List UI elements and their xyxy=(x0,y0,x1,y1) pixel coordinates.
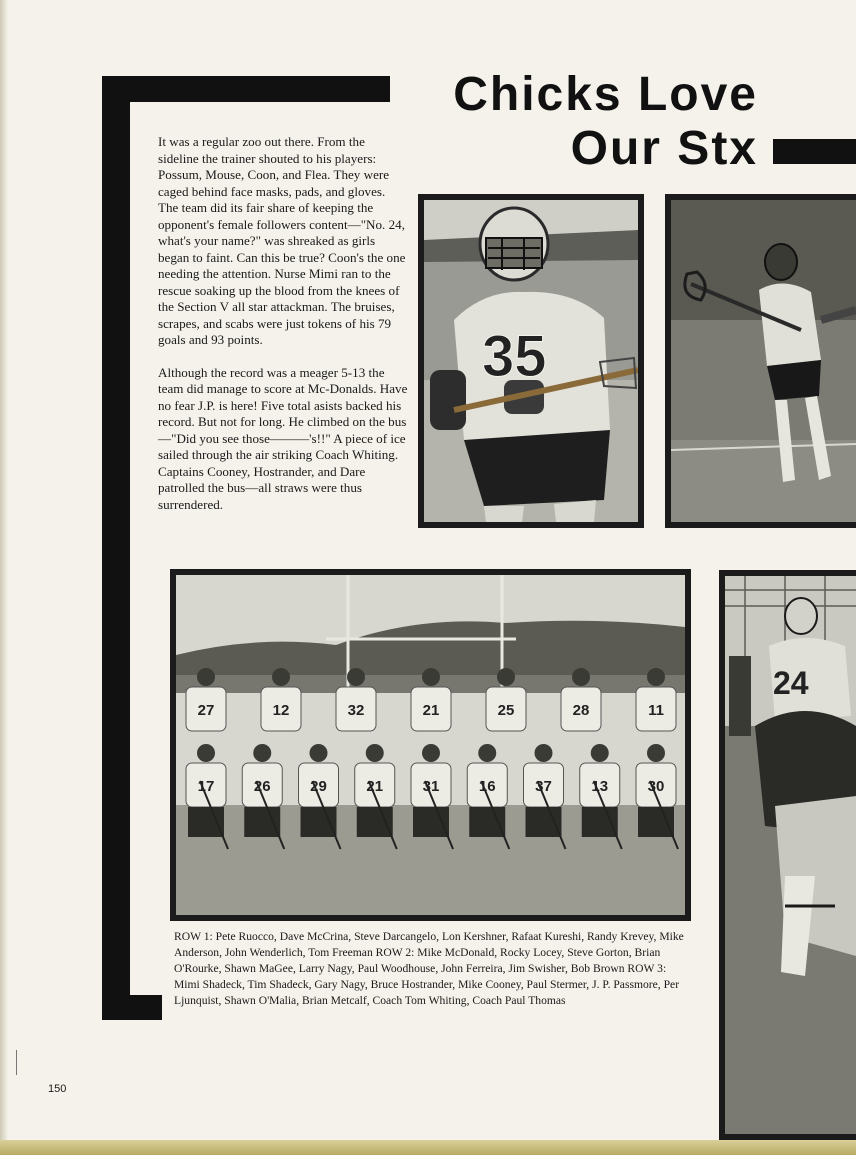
title-underline-bar xyxy=(773,139,856,164)
team-jersey-number: 12 xyxy=(272,702,290,719)
page-headline xyxy=(453,68,758,176)
team-jersey-number: 26 xyxy=(253,778,271,795)
team-jersey-number: 21 xyxy=(422,702,440,719)
player-35-photo xyxy=(418,194,644,528)
team-jersey-number: 29 xyxy=(310,778,327,795)
story-paragraph-1: It was a regular zoo out there. From the sideline the trainer shouted to his players: Possum, Mouse, Coon, and Flea. They were caged behind face masks, pads, and gloves. The team did its fair share of keeping the opponent's female followers content—"No. 24, what's your name?" was shreaked as girls began to faint. Can this be true? Coon's the one needing the attention. Nurse Mimi ran to the rescue soaking up the blood from the knees of the Section V all star attackman. The bruises, scrapes, and scabs were just tokens of his 79 goals and 93 points. xyxy=(158,134,406,347)
team-jersey-number: 32 xyxy=(347,702,365,719)
page-number: 150 xyxy=(48,1083,67,1095)
running-player-photo xyxy=(665,194,856,528)
story-paragraph-2: Although the record was a meager 5-13 the team did manage to score at Mc-Donalds. Have no fear J.P. is here! Five total asists backed his record. But not for long. He climbed on the bus—"Did you see those———'s!!" A piece of ice sailed through the air striking Coach Whiting. Captains Cooney, Hostrander, and Dare patrolled the bus—all straws were thus surrendered. xyxy=(158,364,408,512)
player-24-photo xyxy=(719,570,856,1140)
team-photo xyxy=(170,569,691,921)
jersey-number-35: 35 xyxy=(482,324,547,389)
frame-bar-bottom xyxy=(102,995,162,1020)
team-jersey-number: 16 xyxy=(478,778,496,795)
frame-bar-left xyxy=(102,76,130,1020)
team-jersey-number: 25 xyxy=(497,702,515,719)
team-jersey-number: 37 xyxy=(535,778,552,795)
team-photo-canvas xyxy=(176,575,685,915)
team-jersey-number: 28 xyxy=(572,702,590,719)
binding-edge xyxy=(0,0,8,1155)
team-jersey-number: 11 xyxy=(648,702,664,719)
page-bottom-edge xyxy=(0,1140,856,1155)
headline-line-1: Chicks Love xyxy=(453,68,758,121)
team-jersey-number: 17 xyxy=(197,778,215,795)
headline-line-2: Our Stx xyxy=(570,122,758,175)
team-jersey-number: 13 xyxy=(591,778,609,795)
team-jersey-number: 31 xyxy=(422,778,440,795)
jersey-number-24: 24 xyxy=(773,665,809,701)
team-jersey-number: 30 xyxy=(647,778,665,795)
margin-mark xyxy=(16,1050,17,1075)
team-photo-caption: ROW 1: Pete Ruocco, Dave McCrina, Steve Darcangelo, Lon Kershner, Rafaat Kureshi, Randy Krevey, Mike Anderson, John Wenderlich, Tom Freeman ROW 2: Mike McDonald, Rocky Locey, Steve Gorton, Brian O'Rourke, Shawn MaGee, Larry Nagy, Paul Woodhouse, John Ferreira, Jim Swisher, Bob Brown ROW 3: Mimi Shadeck, Tim Shadeck, Gary Nagy, Bruce Hostrander, Mike Cooney, Paul Stermer, J. P. Passmore, Per Ljunquist, Shawn O'Malia, Brian Metcalf, Coach Tom Whiting, Coach Paul Thomas xyxy=(174,930,684,1007)
team-jersey-number: 21 xyxy=(366,778,384,795)
frame-bar-top xyxy=(102,76,390,102)
story-body xyxy=(158,134,408,529)
team-jersey-number: 27 xyxy=(197,702,215,719)
